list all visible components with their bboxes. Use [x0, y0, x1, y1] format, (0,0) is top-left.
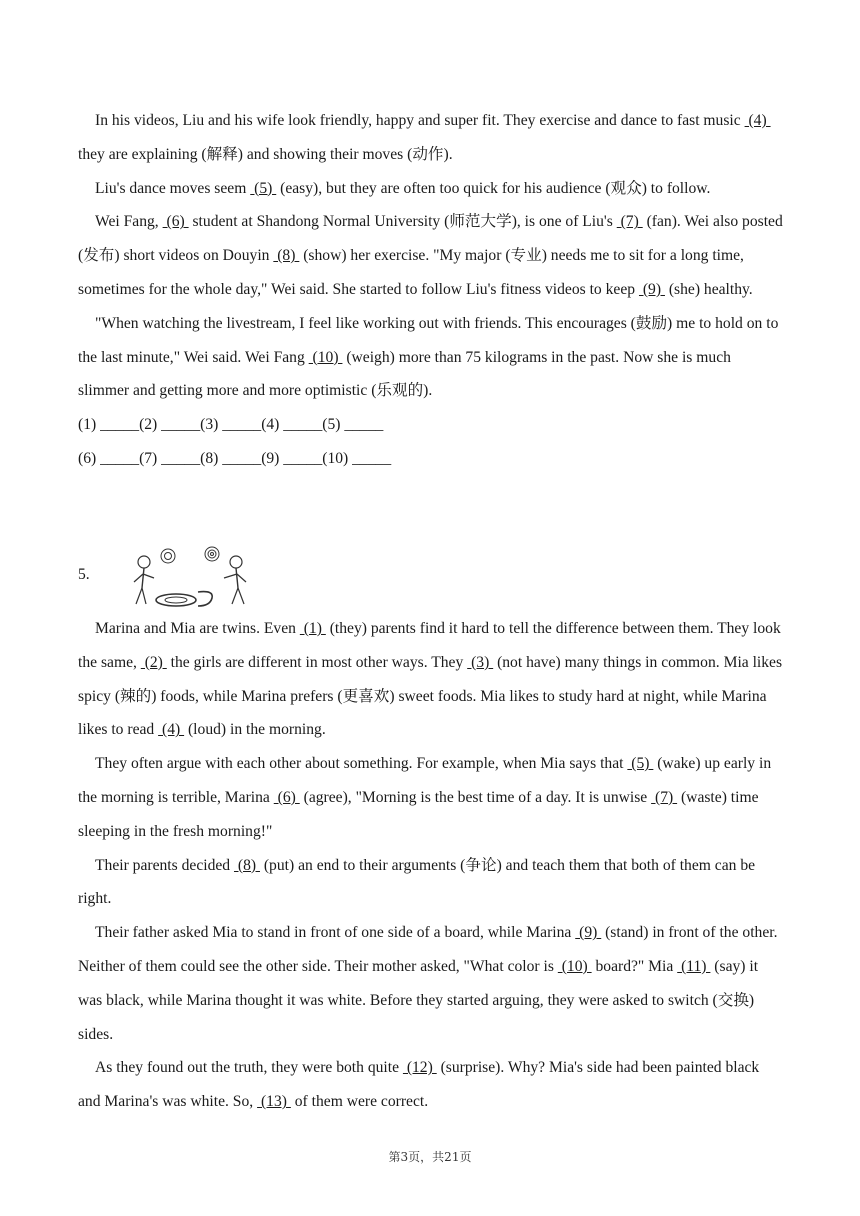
- paragraph: In his videos, Liu and his wife look friendly, happy and super fit. They exercise and dance to fast music (4) they are explaining (解释) and showing their moves (动作).: [78, 112, 771, 163]
- answer-blank: (3): [467, 653, 494, 671]
- answer-blank: (10): [557, 957, 592, 975]
- answer-blank: (5): [627, 755, 654, 773]
- answer-blank: (6): [162, 213, 189, 231]
- answer-blank: (4): [158, 721, 185, 739]
- answer-blank: (6): [273, 788, 300, 806]
- paragraph: Marina and Mia are twins. Even (1) (they) parents find it hard to tell the difference between them. They look the same, (2) the girls are different in most other ways. They (3) (not have) many things in common. Mia likes spicy (辣的) foods, while Marina prefers (更喜欢) sweet foods. Mia likes to study hard at night, while Marina likes to read (4) (loud) in the morning.: [78, 620, 783, 739]
- paragraph: "When watching the livestream, I feel like working out with friends. This encourages (鼓励) me to hold on to the last minute," Wei said. Wei Fang (10) (weigh) more than 75 kilograms in the past. Now she is much slimmer and getting more and more optimistic (乐观的).: [78, 314, 779, 400]
- section-1: [78, 104, 784, 476]
- answer-blank: (7): [616, 213, 643, 231]
- paragraph: Their parents decided (8) (put) an end to their arguments (争论) and teach them that both of them can be right.: [78, 856, 756, 908]
- answer-blank: (7): [651, 788, 678, 806]
- answer-blank: (13): [257, 1093, 291, 1111]
- answer-blank: (12): [402, 1059, 437, 1077]
- paragraph: They often argue with each other about something. For example, when Mia says that (5) (wake) up early in the morning is terrible, Marina (6) (agree), "Morning is the best time of a day. It is unwise (7) (waste) time sleeping in the fresh morning!": [78, 755, 772, 840]
- section-2: [78, 612, 784, 1119]
- paragraph: Liu's dance moves seem (5) (easy), but they are often too quick for his audience (观众) to follow.: [95, 179, 711, 197]
- answer-blank: (9): [575, 924, 602, 942]
- answer-blank: (11): [677, 957, 711, 975]
- answer-blank: (8): [273, 247, 300, 265]
- answer-blank: (8): [233, 856, 260, 874]
- answer-line: (6) _____(7) _____(8) _____(9) _____(10) _____: [78, 449, 392, 467]
- question-number: 5.: [78, 566, 90, 583]
- answer-blank: (4): [744, 112, 771, 129]
- answer-blank: (1): [299, 620, 326, 637]
- twins-argument-illustration: [124, 546, 252, 610]
- answer-blank: (9): [638, 280, 665, 298]
- paragraph: As they found out the truth, they were both quite (12) (surprise). Why? Mia's side had been painted black and Marina's was white. So, (13) of them were correct.: [78, 1059, 760, 1111]
- paragraph: Wei Fang, (6) student at Shandong Normal University (师范大学), is one of Liu's (7) (fan). Wei also posted (发布) short videos on Douyin (8) (show) her exercise. "My major (专业) needs me to sit for a long time, sometimes for the whole day," Wei said. She started to follow Liu's fitness videos to keep (9) (she) healthy.: [78, 213, 783, 298]
- answer-blank: (2): [140, 653, 167, 671]
- answer-blank: (10): [308, 348, 343, 366]
- paragraph: Their father asked Mia to stand in front of one side of a board, while Marina (9) (stand) in front of the other. Neither of them could see the other side. Their mother asked, "What color is (10) board?" Mia (11) (say) it was black, while Marina thought it was white. Before they started arguing, they were asked to switch (交换) sides.: [78, 924, 778, 1043]
- answer-blank: (5): [250, 179, 277, 197]
- answer-line: (1) _____(2) _____(3) _____(4) _____(5) _____: [78, 416, 384, 434]
- page-footer: 第3页，共21页: [388, 1150, 472, 1164]
